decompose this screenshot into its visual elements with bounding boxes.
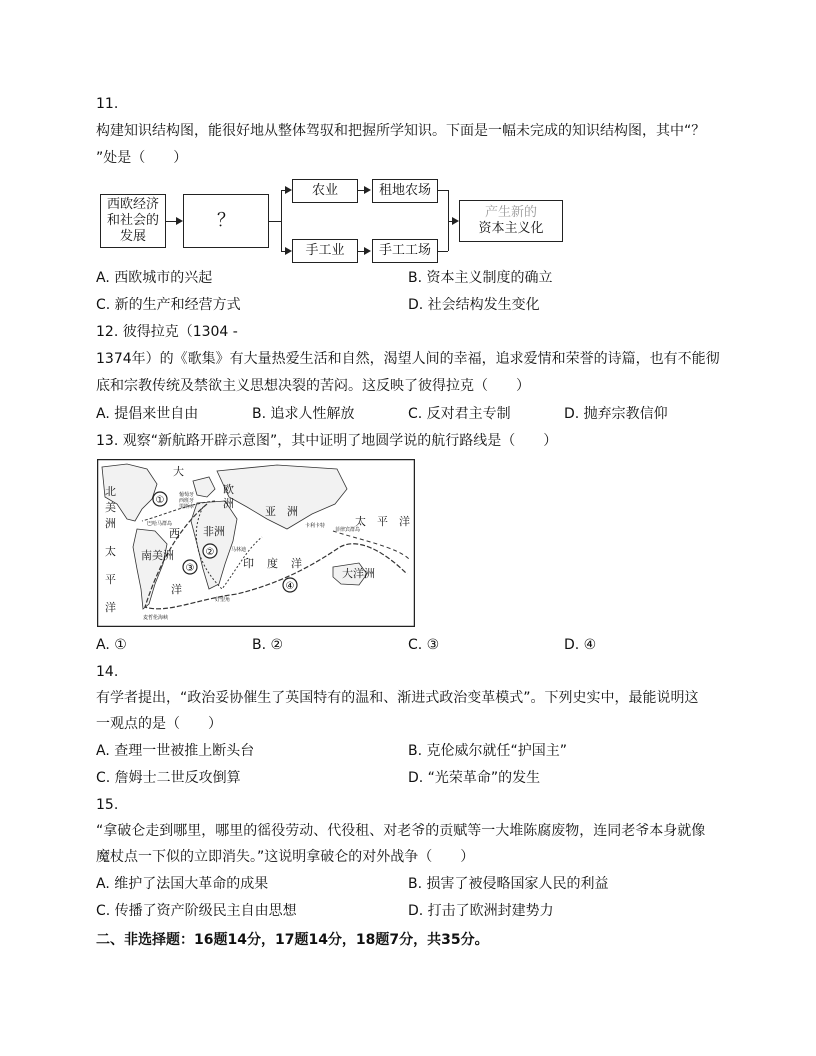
diagram-box-result xyxy=(459,200,563,242)
map-label-north-america-2: 美 xyxy=(105,501,116,514)
map-place-portugal: 葡萄牙 xyxy=(179,492,195,498)
diagram-box-start: 西欧经济 和社会的 发展 xyxy=(100,194,166,248)
q14-option-d[interactable]: D. “光荣革命”的发生 xyxy=(408,770,541,786)
map-label-north-america-3: 洲 xyxy=(105,517,116,530)
map-place-bahamas: 巴哈马群岛 xyxy=(147,521,173,527)
map-label-indian-ocean-2: 度 xyxy=(267,557,278,570)
q13-stem: 13. 观察“新航路开辟示意图”，其中证明了地圆学说的航行路线是（ ） xyxy=(96,433,558,449)
knowledge-structure-diagram xyxy=(96,176,566,260)
route-4-label: ④ xyxy=(285,581,295,592)
map-label-africa: 非洲 xyxy=(203,525,225,538)
q12-stem-line1: 12. 彼得拉克（1304 - xyxy=(96,324,238,340)
q11-stem-line1: 构建知识结构图，能很好地从整体驾驭和把握所学知识。下面是一幅未完成的知识结构图，其中“？ xyxy=(96,123,706,139)
map-place-malindi: 马林迪 xyxy=(231,547,247,553)
new-sea-route-map xyxy=(97,459,415,627)
q15-number: 15. xyxy=(96,797,119,813)
q11-stem-line2: ”处是（ ） xyxy=(96,150,188,166)
diagram-box-workshop: 手工工场 xyxy=(372,239,438,263)
q13-option-b[interactable]: B. ② xyxy=(252,637,284,653)
map-label-atlantic: 洋 xyxy=(171,583,182,596)
map-label-north-america-1: 北 xyxy=(105,485,116,498)
map-label-oceania: 大洋洲 xyxy=(342,567,375,580)
map-label-pacific-right-2: 平 xyxy=(377,515,388,528)
diagram-box-handicraft: 手工业 xyxy=(292,239,358,263)
q13-option-a[interactable]: A. ① xyxy=(96,637,127,653)
map-label-indian-ocean-1: 印 xyxy=(243,557,254,570)
q13-option-d[interactable]: D. ④ xyxy=(564,637,597,653)
q14-number: 14. xyxy=(96,664,119,680)
q11-option-b[interactable]: B. 资本主义制度的确立 xyxy=(408,270,553,286)
q13-option-c[interactable]: C. ③ xyxy=(408,637,440,653)
map-label-europe-2: 洲 xyxy=(223,497,234,510)
q11-option-d[interactable]: D. 社会结构发生变化 xyxy=(408,297,540,313)
q14-option-c[interactable]: C. 詹姆士二世反攻倒算 xyxy=(96,770,241,786)
map-label-asia-2: 洲 xyxy=(287,505,298,518)
map-place-cape: 好望角 xyxy=(215,597,231,603)
q14-stem-line2: 一观点的是（ ） xyxy=(96,716,222,732)
q15-option-a[interactable]: A. 维护了法国大革命的成果 xyxy=(96,876,269,892)
q12-stem-line2: 1374年）的《歌集》有大量热爱生活和自然，渴望人间的幸福，追求爱情和荣誉的诗篇，也有不能彻 xyxy=(96,351,720,367)
map-label-europe-1: 欧 xyxy=(223,483,234,496)
section-2-title: 二、非选择题：16题14分，17题14分，18题7分，共35分。 xyxy=(96,932,489,948)
map-place-philippines: 菲律宾群岛 xyxy=(335,527,361,533)
q12-option-c[interactable]: C. 反对君主专制 xyxy=(408,406,511,422)
diagram-result-line2: 资本主义化 xyxy=(478,221,544,236)
q14-stem-line1: 有学者提出，“政治妥协催生了英国特有的温和、渐进式政治变革模式”。下列史实中，最能说明这 xyxy=(96,690,699,706)
map-label-pacific-left-2: 平 xyxy=(105,573,116,586)
q15-stem-line1: “拿破仑走到哪里，哪里的徭役劳动、代役租、对老爷的贡赋等一大堆陈腐废物，连同老爷本身就像 xyxy=(96,823,706,839)
map-label-south-america: 南美洲 xyxy=(141,549,174,562)
q12-option-a[interactable]: A. 提倡来世自由 xyxy=(96,406,199,422)
map-label-west: 西 xyxy=(169,527,180,540)
route-1-label: ① xyxy=(155,495,165,506)
map-place-magellan: 麦哲伦海峡 xyxy=(143,615,169,621)
q12-option-d[interactable]: D. 抛弃宗教信仰 xyxy=(564,406,668,422)
route-2-label: ② xyxy=(205,547,215,558)
diagram-box-unknown: ？ xyxy=(183,194,269,248)
map-label-indian-ocean-3: 洋 xyxy=(291,557,302,570)
map-place-calicut: 卡利卡特 xyxy=(305,523,326,529)
q15-option-c[interactable]: C. 传播了资产阶级民主自由思想 xyxy=(96,903,297,919)
map-label-pacific-right-1: 太 xyxy=(355,515,366,528)
map-label-asia-1: 亚 xyxy=(265,505,276,518)
map-place-spain: 西班牙 xyxy=(179,498,195,504)
map-label-pacific-left-1: 太 xyxy=(105,545,116,558)
map-label-pacific-left-3: 洋 xyxy=(105,601,116,614)
q14-option-b[interactable]: B. 克伦威尔就任“护国主” xyxy=(408,743,568,759)
q15-option-b[interactable]: B. 损害了被侵略国家人民的利益 xyxy=(408,876,609,892)
q11-number: 11. xyxy=(96,96,119,112)
map-label-pacific-right-3: 洋 xyxy=(399,515,410,528)
q14-option-a[interactable]: A. 查理一世被推上断头台 xyxy=(96,743,255,759)
map-place-lisbon: 里斯本 xyxy=(179,504,195,510)
diagram-result-line1: 产生新的 xyxy=(484,205,537,220)
q11-option-a[interactable]: A. 西欧城市的兴起 xyxy=(96,270,213,286)
q12-option-b[interactable]: B. 追求人性解放 xyxy=(252,406,355,422)
q15-option-d[interactable]: D. 打击了欧洲封建势力 xyxy=(408,903,554,919)
diagram-box-farm: 租地农场 xyxy=(372,179,438,203)
diagram-box-agriculture: 农业 xyxy=(292,179,358,203)
q15-stem-line2: 魔杖点一下似的立即消失。”这说明拿破仑的对外战争（ ） xyxy=(96,849,475,865)
route-3-label: ③ xyxy=(185,563,195,574)
q12-stem-line3: 底和宗教传统及禁欲主义思想决裂的苦闷。这反映了彼得拉克（ ） xyxy=(96,378,530,394)
map-label-da: 大 xyxy=(173,465,184,478)
q11-option-c[interactable]: C. 新的生产和经营方式 xyxy=(96,297,241,313)
